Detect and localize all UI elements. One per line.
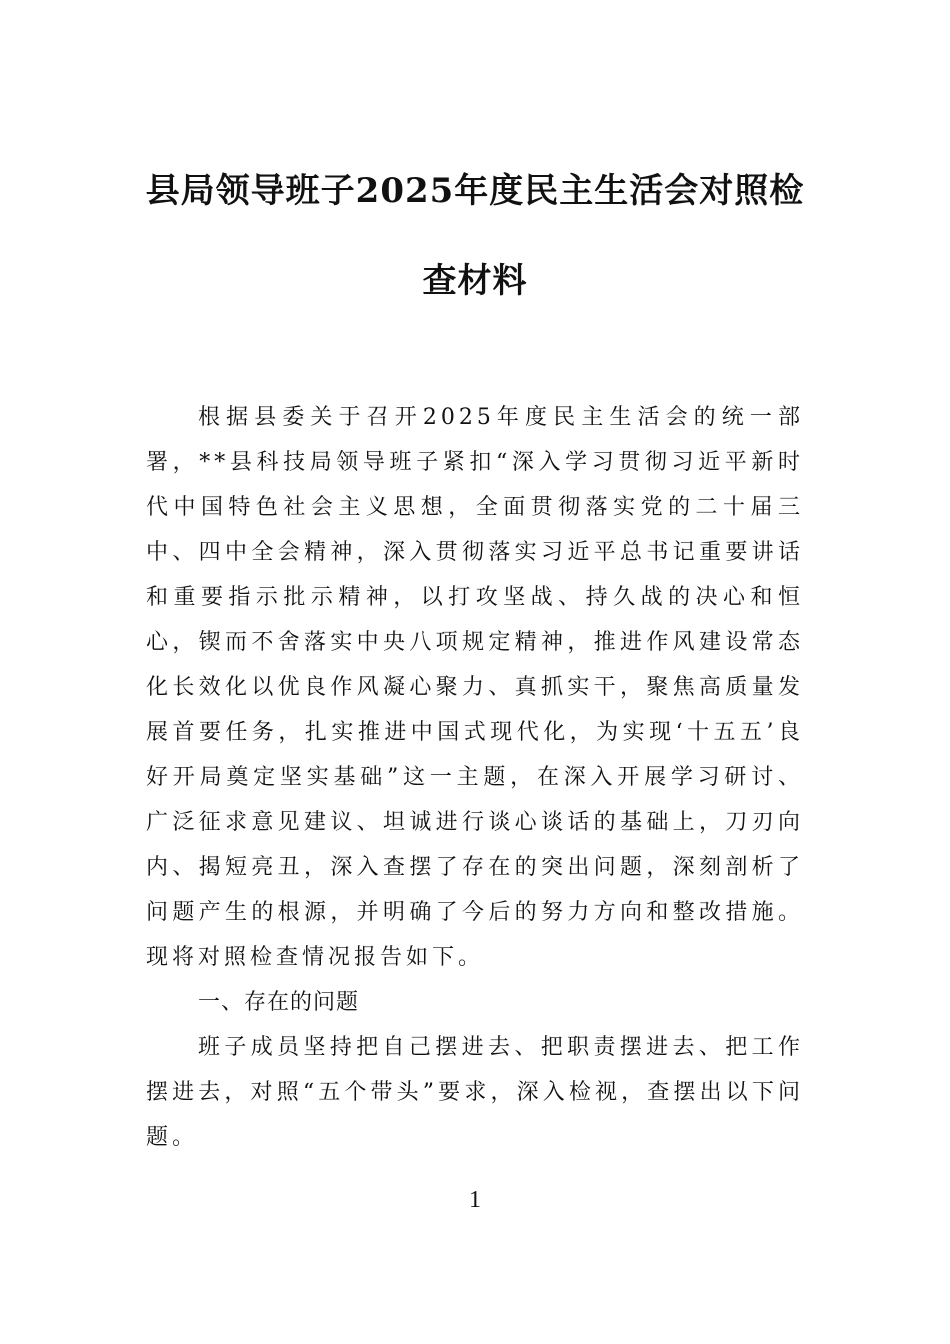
document-body <box>146 395 804 1160</box>
section-heading-problems: 一、存在的问题 <box>198 990 360 1015</box>
page-number: 1 <box>469 1187 481 1213</box>
section-paragraph-problems: 班子成员坚持把自己摆进去、把职责摆进去、把工作摆进去，对照“五个带头”要求，深入检视，查摆出以下问题。 <box>146 1035 804 1150</box>
title-line-2: 查材料 <box>422 261 528 301</box>
intro-paragraph: 根据县委关于召开2025年度民主生活会的统一部署，**县科技局领导班子紧扣“深入学习贯彻习近平新时代中国特色社会主义思想，全面贯彻落实党的二十届三中、四中全会精神，深入贯彻落实习近平总书记重要讲话和重要指示批示精神，以打攻坚战、持久战的决心和恒心，锲而不舍落实中央八项规定精神，推进作风建设常态化长效化以优良作风凝心聚力、真抓实干，聚焦高质量发展首要任务，扎实推进中国式现代化，为实现‘十五五’良好开局奠定坚实基础”这一主题，在深入开展学习研讨、广泛征求意见建议、坦诚进行谈心谈话的基础上，刀刃向内、揭短亮丑，深入查摆了存在的突出问题，深刻剖析了问题产生的根源，并明确了今后的努力方向和整改措施。现将对照检查情况报告如下。 <box>146 405 804 970</box>
title-line-1: 县局领导班子2025年度民主生活会对照检 <box>145 171 805 211</box>
document-title <box>140 165 810 307</box>
